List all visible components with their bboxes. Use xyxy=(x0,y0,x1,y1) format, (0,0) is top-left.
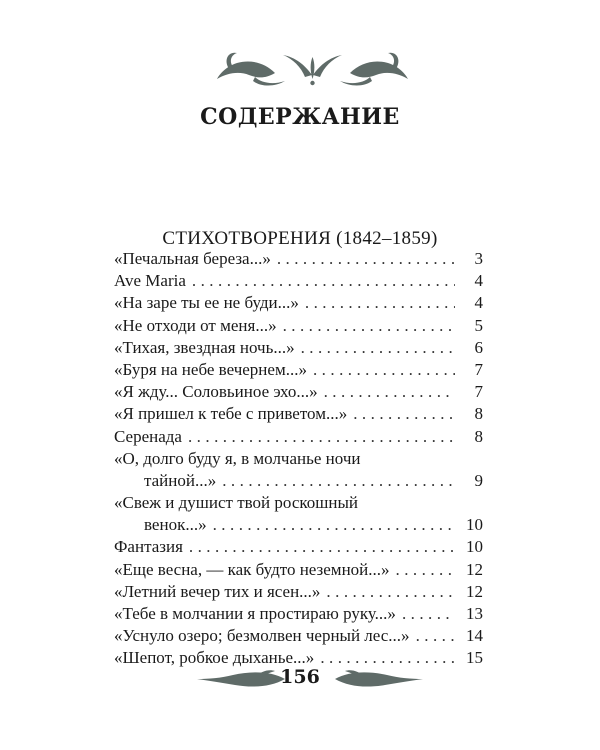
toc-entry-page: 6 xyxy=(474,337,483,357)
toc-entry-title: Серенада xyxy=(114,426,182,446)
toc-entry-title: «Свеж и душист твой роскошный xyxy=(114,493,358,513)
toc-leader-dots xyxy=(213,514,455,536)
toc-entry-line xyxy=(114,403,483,425)
toc-entry-title: «Уснуло озеро; безмолвен черный лес...» xyxy=(114,626,410,646)
toc-entry-line xyxy=(114,536,483,558)
toc-entry-title: «На заре ты ее не буди...» xyxy=(114,293,299,313)
toc-entry-title: «О, долго буду я, в молчанье ночи xyxy=(114,448,361,468)
toc-leader-dots xyxy=(305,292,455,314)
toc-entry xyxy=(114,292,483,314)
toc-entry-title: тайной...» xyxy=(144,470,217,490)
toc-leader-dots xyxy=(192,270,455,292)
toc-entry-page: 7 xyxy=(474,359,483,379)
toc-leader-dots xyxy=(396,559,455,581)
toc-entry xyxy=(114,448,483,492)
toc-leader-dots xyxy=(416,625,455,647)
toc-entry xyxy=(114,536,483,558)
page-title: СОДЕРЖАНИЕ xyxy=(200,104,400,130)
toc-entry xyxy=(114,581,483,603)
toc-entry-page: 10 xyxy=(466,537,483,557)
toc-entry-line xyxy=(114,292,483,314)
toc-entry xyxy=(114,248,483,270)
toc-entry xyxy=(114,381,483,403)
toc-entry-page: 12 xyxy=(466,559,483,579)
toc-entry-page: 9 xyxy=(474,470,483,490)
toc-entry-title: «Буря на небе вечернем...» xyxy=(114,359,307,379)
toc-entry-line xyxy=(114,470,483,492)
toc-entry-line xyxy=(114,426,483,448)
toc-leader-dots xyxy=(326,581,455,603)
toc-entry-title: «Тихая, звездная ночь...» xyxy=(114,337,295,357)
toc-entry-line xyxy=(114,359,483,381)
toc-entry-page: 5 xyxy=(474,315,483,335)
toc-entry xyxy=(114,426,483,448)
toc-leader-dots xyxy=(283,315,455,337)
toc-entry xyxy=(114,559,483,581)
toc-entry-title: «Я пришел к тебе с приветом...» xyxy=(114,404,348,424)
toc-entry-page: 15 xyxy=(466,648,483,668)
toc-entry-title: венок...» xyxy=(144,515,207,535)
toc-entry-line xyxy=(114,315,483,337)
toc-entry-page: 10 xyxy=(466,515,483,535)
toc-entry-page: 8 xyxy=(474,426,483,446)
toc-entry-line xyxy=(114,248,483,270)
toc-leader-dots xyxy=(324,381,455,403)
toc-entry xyxy=(114,270,483,292)
toc-entry-page: 13 xyxy=(466,604,483,623)
section-heading: СТИХОТВОРЕНИЯ (1842–1859) xyxy=(162,228,438,249)
toc-entry xyxy=(114,359,483,381)
toc-entry-line xyxy=(114,581,483,603)
page-number: 156 xyxy=(280,666,320,688)
decorative-ornament-top xyxy=(215,45,410,93)
toc-entry-page: 3 xyxy=(474,249,483,268)
toc-leader-dots xyxy=(222,470,455,492)
toc-entry-line xyxy=(114,270,483,292)
toc-entry xyxy=(114,315,483,337)
toc-entry-line xyxy=(114,492,483,514)
toc-entry-title: «Летний вечер тих и ясен...» xyxy=(114,581,321,601)
toc-entry xyxy=(114,403,483,425)
toc-entry-line xyxy=(114,448,483,470)
toc-entry xyxy=(114,625,483,647)
toc-entry-page: 12 xyxy=(466,581,483,601)
toc-entry-page: 8 xyxy=(474,404,483,424)
toc-leader-dots xyxy=(402,603,455,625)
toc-entry xyxy=(114,603,483,625)
toc-leader-dots xyxy=(277,248,455,270)
toc-leader-dots xyxy=(301,337,455,359)
toc-entry-page: 4 xyxy=(474,293,483,313)
toc-entry-line xyxy=(114,381,483,403)
toc-entry-page: 7 xyxy=(474,382,483,402)
toc-entry-title: «Шепот, робкое дыханье...» xyxy=(114,648,315,668)
toc-entry-title: «Тебе в молчании я простираю руку...» xyxy=(114,604,396,623)
toc-entry-page: 4 xyxy=(474,271,483,291)
toc-leader-dots xyxy=(313,359,455,381)
toc-entry-title: «Еще весна, — как будто неземной...» xyxy=(114,559,390,579)
toc-entry-title: Ave Maria xyxy=(114,271,186,291)
toc-leader-dots xyxy=(189,536,455,558)
toc-entry xyxy=(114,492,483,536)
toc-entry xyxy=(114,337,483,359)
toc-entry-line xyxy=(114,337,483,359)
toc-entry-line xyxy=(114,514,483,536)
toc-entry-title: Фантазия xyxy=(114,537,183,557)
toc-entry-title: «Я жду... Соловьиное эхо...» xyxy=(114,382,318,402)
toc-leader-dots xyxy=(353,403,455,425)
toc-entry-page: 14 xyxy=(466,626,483,646)
toc-entry-line xyxy=(114,559,483,581)
toc-entry-line xyxy=(114,625,483,647)
toc-leader-dots xyxy=(188,426,455,448)
table-of-contents xyxy=(114,248,483,670)
toc-entry-title: «Печальная береза...» xyxy=(114,249,271,268)
toc-entry-title: «Не отходи от меня...» xyxy=(114,315,277,335)
toc-entry-line xyxy=(114,603,483,625)
